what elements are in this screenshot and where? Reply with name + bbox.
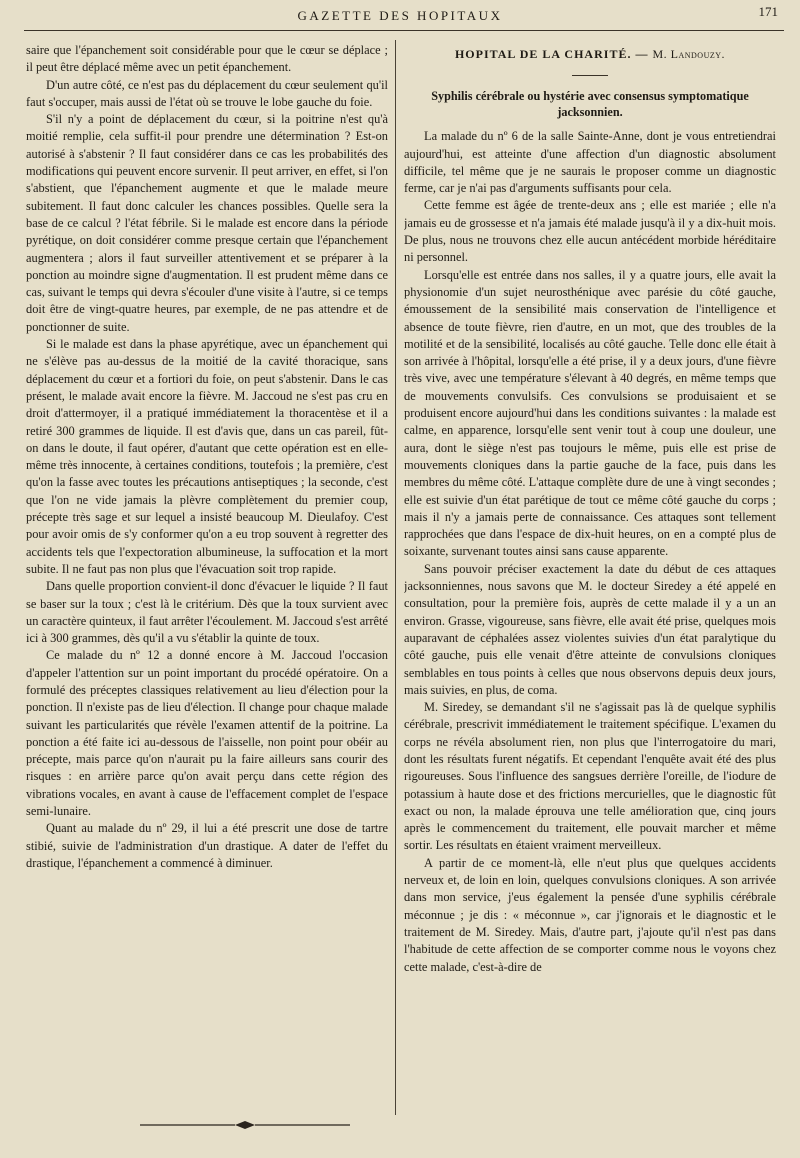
page-number: 171 <box>758 4 778 19</box>
paragraph: M. Siredey, se demandant s'il ne s'agissait pas là de quelque syphilis cérébrale, prescrivit immédiatement le traitement spécifique. L'examen du corps ne révéla absolument rien, non plus que l'interrogatoire du mari, dont les résultats furent négatifs. Et cependant l'enquête avait été des plus rigoureuses. Sous l'influence des sangsues derrière l'oreille, de l'iodure de potassium à haute dose et des frictions mercurielles, que le diagnostic fût exact ou non, la malade éprouva une telle amélioration que, cinq jours après le commencement du traitement, elle pouvait marcher et même sortir. Les résultats en étaient vraiment merveilleux. <box>404 700 776 853</box>
paragraph: Sans pouvoir préciser exactement la date du début de ces attaques jacksonniennes, nous savons que M. le docteur Siredey a été appelé en consultation, pour la première fois, auprès de cette malade il y a un an environ. Grasse, vigoureuse, sans fièvre, elle avait été prise, quelques mois auparavant de céphalées assez violentes suivies d'un état paralytique du côté gauche, puis elle venait d'être atteinte de convulsions cloniques semblables en tous points à celles que nous observons depuis deux jours, mais suivies, en plus, de coma. <box>404 561 776 697</box>
paragraph: A partir de ce moment-là, elle n'eut plus que quelques accidents nerveux et, de loin en loin, quelques convulsions cloniques. A son arrivée dans mon service, j'eus également la pensée d'une syphilis cérébrale méconnue ; je dis : « méconnue », car j'ignorais et le diagnostic et le traitement de M. Siredey. Mais, d'autre part, j'ajoute qu'il n'est pas dans l'habitude de cette affection de se comporter comme nous le voyons chez cette malade, c'est-à-dire de <box>404 855 776 974</box>
paragraph: Si le malade est dans la phase apyrétique, avec un épanchement qui ne s'élève pas au-dessus de la moitié de la cavité thoracique, sans déplacement du cœur et a fortiori du foie, on peut s'abstenir. Dans le cas présent, le malade avait encore la fièvre. M. Jaccoud ne s'est pas cru en droit d'attermoyer, il a pratiqué immédiatement la thoracentèse et il a retiré 300 grammes de liquide. Il est d'avis que, dans un cas pareil, fût-on dans le doute, il faut opérer, d'autant que cette opération est en elle-même très innocente, à certaines conditions, toutefois ; la première, c'est qu'on la fasse avec toutes les précautions antiseptiques ; la seconde, c'est que l'on ne vide jamais la plèvre complètement du premier coup, précepte très sage et sur lequel a insisté beaucoup M. Dieulafoy. C'est pour avoir omis de s'y conformer qu'on a eu trop souvent à regretter des accidents tels que l'expectoration albumineuse, la suffocation et la mort subite. Il ne faut pas non plus que l'évacuation soit trop rapide. <box>26 337 388 576</box>
running-title: GAZETTE DES HOPITAUX <box>297 8 503 23</box>
article-title: Syphilis cérébrale ou hystérie avec consensus symptomatique jacksonnien. <box>431 89 749 120</box>
hospital-name: HOPITAL DE LA CHARITÉ. — <box>454 47 649 61</box>
left-column <box>26 42 388 1132</box>
paragraph: D'un autre côté, ce n'est pas du déplacement du cœur seulement qu'il faut s'occuper, mais aussi de l'état où se trouve le lobe gauche du foie. <box>26 77 388 109</box>
column-divider <box>395 40 396 1115</box>
paragraph: Lorsqu'elle est entrée dans nos salles, il y a quatre jours, elle avait la physionomie d'un sujet neurosthénique avec parésie du côté gauche, émoussement de la sensibilité mais conservation de l'intelligence et absence de toute fièvre, rien d'autre, en un mot, que des troubles de la motilité et de la sensibilité, localisés au côté gauche. Telle donc elle était à son arrivée à l'hôpital, lorsqu'elle a été prise, il y a deux jours, d'une fièvre très vive, avec une température s'élevant à 40 degrés, en même temps que de mouvements convulsifs. Ces convulsions se produisaient et se produisent encore aujourd'hui dans les conditions suivantes : la malade est calme, en apparence, lorsqu'elle sent venir tout à coup une douleur, une aura, dont le siège n'est pas toujours le même, puis elle est prise de mouvements cloniques dans la partie gauche de la face, puis dans les membres du même côté. L'attaque complète dure de une à vingt secondes ; elle est suivie d'un état parétique de tout ce même côté gauche du corps ; mais il n'y a jamais perte de connaissance. Ces attaques sont tellement rapprochées que dans l'espace de dix-huit heures, on en a compté plus de soixante, survenant toutes ainsi sans cause apparente. <box>404 267 776 559</box>
paragraph: Dans quelle proportion convient-il donc d'évacuer le liquide ? Il faut se baser sur la toux ; c'est là le critérium. Dès que la toux survient avec un caractère quinteux, il faut arrêter l'écoulement. M. Jaccoud s'est arrêté ici à 300 grammes, dès qu'il a vu s'établir la quinte de toux. <box>26 579 388 646</box>
hospital-heading <box>404 46 776 63</box>
ornament-rule <box>140 1119 350 1131</box>
header-rule <box>24 30 784 31</box>
section-rule <box>572 75 608 76</box>
paragraph: La malade du nº 6 de la salle Sainte-Anne, dont je vous entretiendrai aujourd'hui, est atteinte d'une affection d'un diagnostic absolument difficile, tel même que je ne saurais le proposer comme un diagnostic ferme, car je n'ai pas d'arguments suffisants pour cela. <box>404 129 776 196</box>
right-column <box>404 42 776 1132</box>
running-head <box>0 6 800 30</box>
paragraph: S'il n'y a point de déplacement du cœur, si la poitrine n'est qu'à moitié remplie, cela suffit-il pour prendre une détermination ? Est-on autorisé à s'abstenir ? Il faut considérer dans ce cas les probabilités des modifications qui peuvent encore survenir. Il peut arriver, en effet, si l'on s'abstient, que l'épanchement augmente et que le malade meure subitement. Il faut donc calculer les chances possibles. Quelle sera la base de ce calcul ? l'état fébrile. Si le malade est encore dans la période pyrétique, on doit considérer comme presque certain que l'épanchement augmentera ; alors il faut surveiller attentivement et se préparer à la ponction au moindre signe d'augmentation. Il est prudent même dans ce cas, suivant le temps qui devra s'écouler d'une visite à l'autre, si ce temps doit être de vingt-quatre heures, par exemple, de ne pas attendre et de ponctionner de suite. <box>26 112 388 334</box>
paragraph: Cette femme est âgée de trente-deux ans ; elle est mariée ; elle n'a jamais eu de grossesse et n'a jamais été malade jusqu'à il y a dix-huit mois. De plus, nous ne trouvons chez elle aucun antécédent morbide héréditaire ni personnel. <box>404 198 776 265</box>
paragraph: Ce malade du nº 12 a donné encore à M. Jaccoud l'occasion d'appeler l'attention sur un point important du procédé opératoire. On a formulé des préceptes classiques relativement au lieu d'élection pour la ponction. Il n'existe pas de lieu d'élection. Il change pour chaque malade suivant les particularités que révèle l'examen attentif de la poitrine. La ponction a été faite ici au-dessous de l'aisselle, non point pour obéir au précepte, mais parce qu'on n'aurait pu la faire ailleurs sans courir des risques : en arrière parce qu'on avait perçu dans cette région des vibrations vocales, en avant à cause de l'effacement complet de l'espace semi-lunaire. <box>26 648 388 819</box>
paragraph: saire que l'épanchement soit considérable pour que le cœur se déplace ; il peut être déplacé même avec un petit épanchement. <box>26 43 388 75</box>
paragraph: Quant au malade du nº 29, il lui a été prescrit une dose de tartre stibié, suivie de l'administration d'un drastique. A dater de l'effet du drastique, l'épanchement a commencé à diminuer. <box>26 821 388 870</box>
doctor-name: M. Landouzy. <box>652 47 726 61</box>
